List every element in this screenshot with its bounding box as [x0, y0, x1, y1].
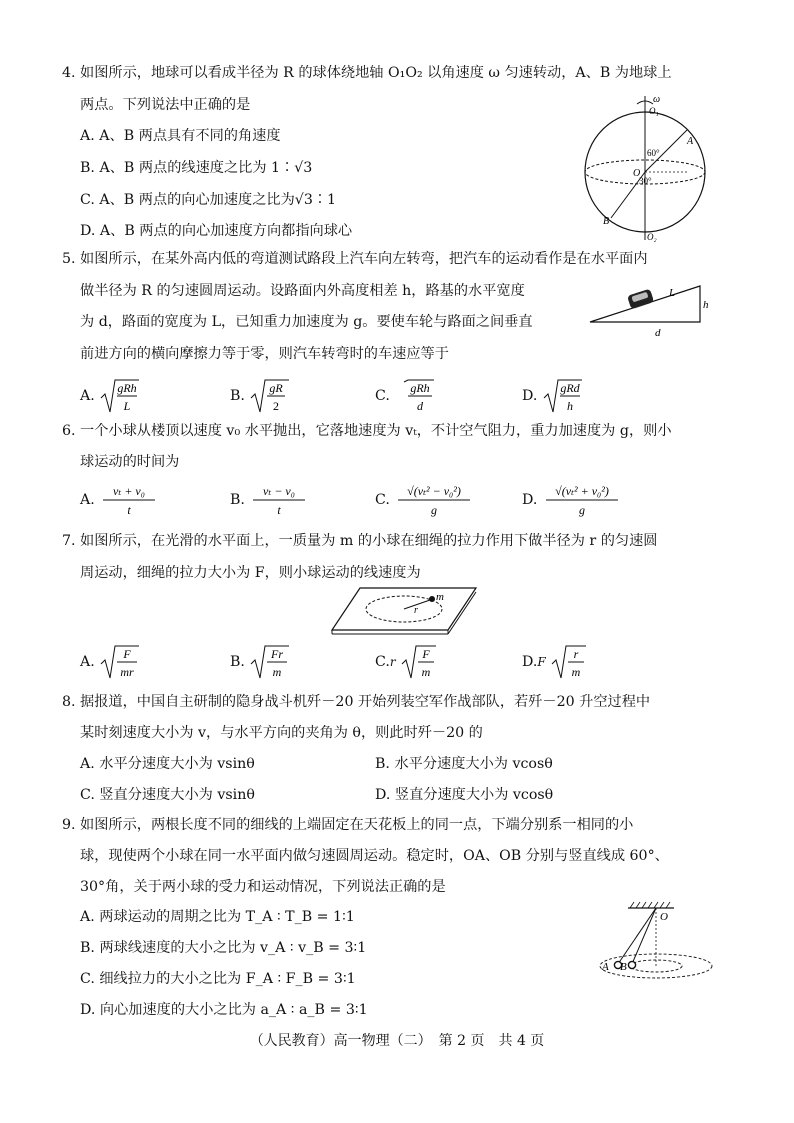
- q5-option-d-sqrt: [542, 376, 582, 416]
- q8-option-a: A. 水平分速度大小为 vsinθ: [80, 756, 255, 772]
- svg-text:vₜ + v₀: vₜ + v₀: [113, 484, 146, 498]
- q9-stem-line1: 9. 如图所示，两根长度不同的细线的上端固定在天花板上的同一点，下端分别系一相同的小: [62, 817, 634, 833]
- q4-fig-o2: O₂: [647, 232, 657, 242]
- q5-option-c: C. gRh d: [375, 376, 434, 416]
- q5-stem-line2: 做半径为 R 的匀速圆周运动。设路面内外高度相差 h，路基的水平宽度: [80, 283, 525, 299]
- q9-option-c: C. 细线拉力的大小之比为 F_A ∶ F_B = 3∶1: [80, 971, 356, 987]
- q4-fig-o1: O₁: [649, 106, 659, 116]
- q4-fig-omega: ω: [653, 94, 661, 105]
- q5-stem-line3: 为 d，路面的宽度为 L，已知重力加速度为 g。要使车轮与路面之间垂直: [80, 314, 533, 330]
- q7-option-b-sqrt: [249, 642, 289, 682]
- q7-stem-line1: 7. 如图所示，在光滑的水平面上，一质量为 m 的小球在细绳的拉力作用下做半径为 r 的匀速圆: [62, 533, 658, 549]
- svg-text:F: F: [123, 647, 131, 661]
- q7-option-a: A. F mr: [80, 642, 139, 682]
- q5-option-a: A. gRh L: [80, 376, 139, 416]
- svg-text:gRh: gRh: [410, 381, 431, 395]
- q6-option-a: A. vₜ + v₀ t: [80, 480, 159, 520]
- q6-option-d-frac: [542, 480, 622, 520]
- q4-earth-figure: [575, 92, 725, 244]
- q6-stem-line2: 球运动的时间为: [80, 454, 180, 470]
- q8-stem-line1: 8. 据报道，中国自主研制的隐身战斗机歼－20 开始列装空军作战部队，若歼－20 升空过程中: [62, 694, 651, 710]
- q4-fig-angle30: 30°: [639, 176, 652, 186]
- svg-text:gR: gR: [269, 381, 284, 395]
- q9-stem-line2: 球，现使两个小球在同一水平面内做匀速圆周运动。稳定时，OA、OB 分别与竖直线成 60°、: [80, 848, 669, 864]
- q9-pendulum-figure: [596, 898, 716, 988]
- q5-stem-line4: 前进方向的横向摩擦力等于零，则汽车转弯时的车速应等于: [80, 346, 449, 362]
- svg-text:2: 2: [273, 399, 280, 413]
- svg-text:t: t: [277, 503, 282, 517]
- q6-option-c-frac: [394, 480, 474, 520]
- q5-stem-line1: 5. 如图所示，在某外高内低的弯道测试路段上汽车向左转弯，把汽车的运动看作是在水平面内: [62, 251, 648, 267]
- q5-fig-d: d: [655, 327, 661, 338]
- svg-text:gRh: gRh: [117, 381, 137, 395]
- q7-fig-m: m: [436, 591, 444, 603]
- svg-text:r: r: [573, 647, 579, 661]
- q7-stem-line2: 周运动，细绳的拉力大小为 F，则小球运动的线速度为: [80, 565, 421, 581]
- q7-fig-r: r: [414, 605, 418, 616]
- q7-option-b: B. Fr m: [230, 642, 289, 682]
- q9-fig-a: A: [602, 961, 609, 973]
- q4-fig-o: O: [633, 168, 641, 179]
- q9-fig-o: O: [660, 911, 668, 923]
- svg-text:gRd: gRd: [560, 381, 580, 395]
- svg-text:m: m: [571, 665, 581, 679]
- q5-fig-h: h: [703, 299, 709, 311]
- svg-text:vₜ − v₀: vₜ − v₀: [263, 484, 296, 498]
- q9-option-d: D. 向心加速度的大小之比为 a_A ∶ a_B = 3∶1: [80, 1002, 368, 1018]
- q4-stem-line2: 两点。下列说法中正确的是: [80, 97, 251, 113]
- svg-text:g: g: [578, 503, 585, 517]
- q4-option-a: A. A、B 两点具有不同的角速度: [80, 128, 281, 144]
- q8-option-c: C. 竖直分速度大小为 vsinθ: [80, 787, 255, 803]
- q9-option-b: B. 两球线速度的大小之比为 v_A ∶ v_B = 3∶1: [80, 940, 367, 956]
- q9-stem-line3: 30°角，关于两小球的受力和运动情况，下列说法正确的是: [80, 879, 446, 895]
- svg-text:L: L: [123, 399, 131, 413]
- q5-option-c-sqrt: [394, 376, 434, 416]
- q4-option-d: D. A、B 两点的向心加速度方向都指向球心: [80, 223, 353, 239]
- svg-text:d: d: [417, 399, 424, 413]
- q6-option-a-frac: [99, 480, 159, 520]
- svg-text:√(vₜ² + v₀²): √(vₜ² + v₀²): [555, 484, 609, 498]
- svg-text:g: g: [431, 503, 438, 517]
- q5-fig-l: L: [669, 287, 676, 299]
- svg-text:mr: mr: [120, 665, 134, 679]
- q4-stem-line1: 4. 如图所示，地球可以看成半径为 R 的球体绕地轴 O₁O₂ 以角速度 ω 匀速转动，A、B 为地球上: [62, 65, 672, 81]
- svg-text:√(vₜ² − v₀²): √(vₜ² − v₀²): [407, 484, 462, 498]
- q7-option-c-sqrt: [400, 642, 436, 682]
- q7-option-d-sqrt: [550, 642, 586, 682]
- q5-slope-figure: [585, 272, 715, 338]
- q4-fig-angle60: 60°: [647, 148, 660, 158]
- q4-option-c: C. A、B 两点的向心加速度之比为√3∶1: [80, 192, 337, 208]
- q7-option-c: C.r F m: [375, 642, 436, 682]
- svg-text:t: t: [127, 503, 131, 517]
- q6-option-d: D. √(vₜ² + v₀²) g: [522, 480, 622, 520]
- svg-text:m: m: [421, 665, 431, 679]
- q5-option-d: D. gRd h: [522, 376, 582, 416]
- svg-text:m: m: [273, 665, 282, 679]
- q5-option-b: B. gR 2: [230, 376, 289, 416]
- page-footer: （人民教育）高一物理（二） 第 2 页 共 4 页: [249, 1033, 545, 1049]
- q6-stem-line1: 6. 一个小球从楼顶以速度 v₀ 水平抛出，它落地速度为 vₜ，不计空气阻力，重力加速度为 g，则小: [62, 423, 672, 439]
- q4-option-b: B. A、B 两点的线速度之比为 1∶√3: [80, 160, 313, 176]
- q6-option-c: C. √(vₜ² − v₀²) g: [375, 480, 474, 520]
- q7-option-d: D.F r m: [522, 642, 586, 682]
- q5-option-a-sqrt: [99, 376, 139, 416]
- q5-option-b-sqrt: [249, 376, 289, 416]
- q8-option-b: B. 水平分速度大小为 vcosθ: [375, 756, 553, 772]
- q4-fig-b: B: [603, 216, 610, 227]
- q7-option-a-sqrt: [99, 642, 139, 682]
- q6-option-b-frac: [249, 480, 309, 520]
- svg-text:h: h: [566, 399, 573, 413]
- q9-option-a: A. 两球运动的周期之比为 T_A ∶ T_B = 1∶1: [80, 909, 355, 925]
- q8-stem-line2: 某时刻速度大小为 v，与水平方向的夹角为 θ，则此时歼－20 的: [80, 725, 483, 741]
- q6-option-b: B. vₜ − v₀ t: [230, 480, 309, 520]
- q7-plane-figure: [330, 584, 480, 636]
- q8-option-d: D. 竖直分速度大小为 vcosθ: [375, 787, 554, 803]
- svg-text:Fr: Fr: [271, 647, 284, 661]
- q4-fig-a: A: [687, 136, 694, 147]
- q9-fig-b: B: [620, 961, 627, 973]
- svg-text:F: F: [422, 647, 430, 661]
